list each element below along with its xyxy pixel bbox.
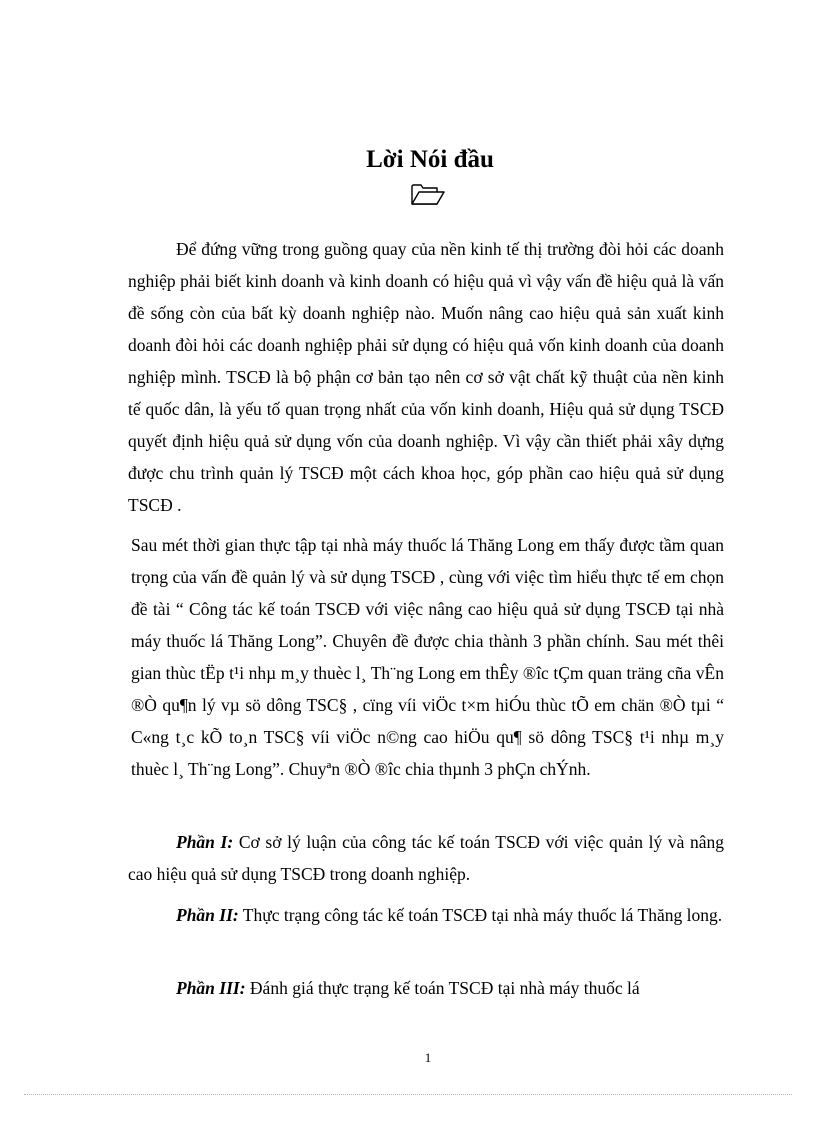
page-number: 1 [424,1050,432,1065]
section-text: Thực trạng công tác kế toán TSCĐ tại nhà máy thuốc lá Thăng long. [238,905,723,925]
folder-icon [411,183,445,205]
section-item [128,899,724,931]
intro-paragraph: Để đứng vững trong guồng quay của nền kinh tế thị trường đòi hỏi các doanh nghiệp phải biết kinh doanh và kinh doanh có hiệu quả vì vậy vấn đề hiệu quả là vấn đề sống còn của bất kỳ doanh nghiệp nào. Muốn nâng cao hiệu quả sản xuất kinh doanh đòi hỏi các doanh nghiệp phải sử dụng có hiệu quả vốn kinh doanh của doanh nghiệp mình. TSCĐ là bộ phận cơ bản tạo nên cơ sở vật chất kỹ thuật của nền kinh tế quốc dân, là yếu tố quan trọng nhất của vốn kinh doanh, Hiệu quả sử dụng TSCĐ quyết định hiệu quả sử dụng vốn của doanh nghiệp. Vì vậy cần thiết phải xây dựng được chu trình quản lý TSCĐ một cách khoa học, góp phần cao hiệu quả sử dụng TSCĐ . [128,239,724,515]
section-label: Phần II: [176,905,239,925]
section-label: Phần III: [176,978,246,998]
page-divider [24,1094,792,1095]
section-text: Đánh giá thực trạng kế toán TSCĐ tại nhà máy thuốc lá [245,978,640,998]
section-item [128,826,724,890]
page-title: Lời Nói đầu [366,146,494,173]
intro-paragraph: Sau mét thời gian thực tập tại nhà máy thuốc lá Thăng Long em thấy được tầm quan trọng của vấn đề quản lý và sử dụng TSCĐ , cùng với việc tìm hiểu thực tế em chọn đề tài “ Công tác kế toán TSCĐ với việc nâng cao hiệu quả sử dụng TSCĐ tại nhà máy thuốc lá Thăng Long”. Chuyên đề được chia thành 3 phần chính. Sau mét thêi gian thùc tËp t¹i nhµ m¸y thuèc l¸ Th¨ng Long em thÊy ®îc tÇm quan träng cña vÊn ®Ò qu¶n lý vµ sö dông TSC§ , cïng víi viÖc t×m hiÓu thùc tÕ em chän ®Ò tµi “ C«ng t¸c kÕ to¸n TSC§ víi viÖc n©ng cao hiÖu qu¶ sö dông TSC§ t¹i nhµ m¸y thuèc l¸ Th¨ng Long”. Chuyªn ®Ò ®îc chia thµnh 3 phÇn chÝnh. [131,535,724,779]
section-text: Cơ sở lý luận của công tác kế toán TSCĐ với việc quản lý và nâng cao hiệu quả sử dụng TSCĐ trong doanh nghiệp. [128,832,725,884]
section-label: Phần I: [176,832,234,852]
section-item [128,972,724,1004]
